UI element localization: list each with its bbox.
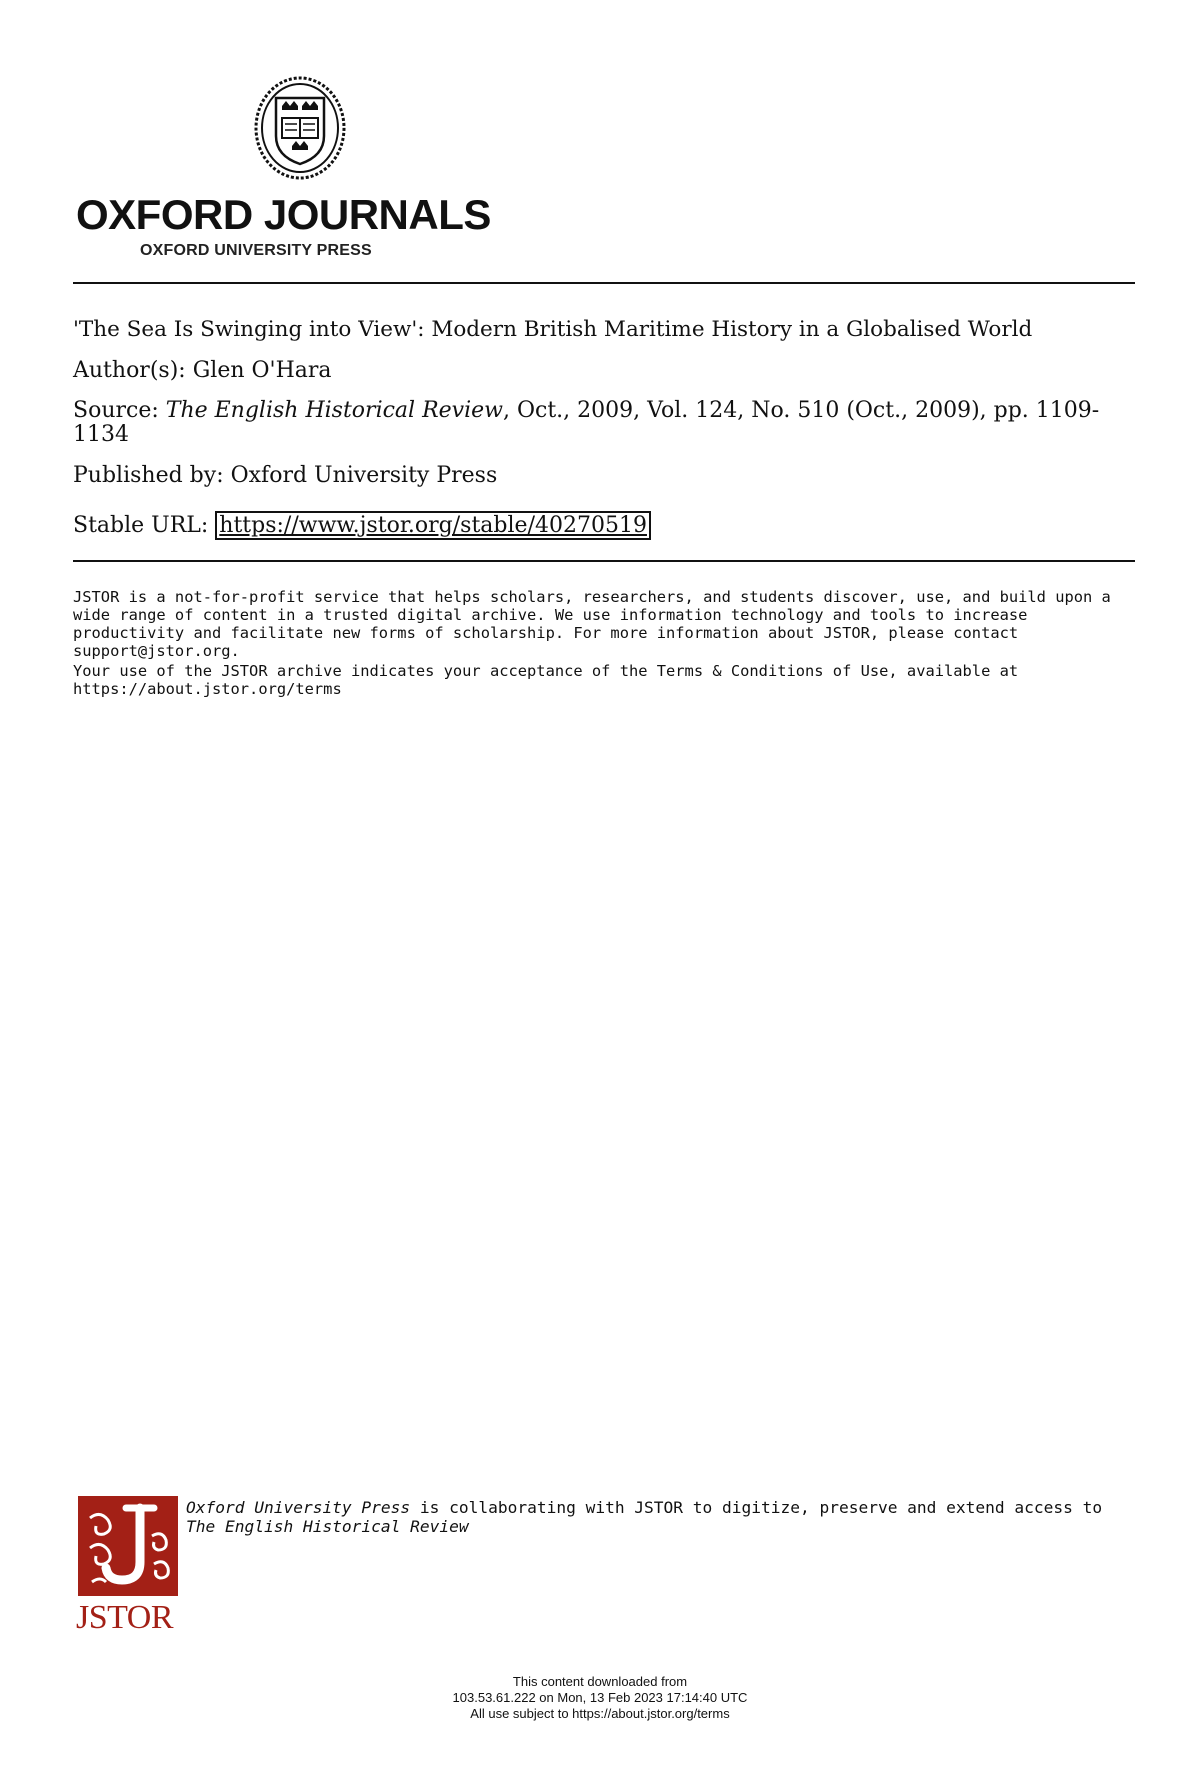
footer-terms: All use subject to https://about.jstor.org/terms — [470, 1706, 730, 1721]
oxford-seal-icon — [252, 72, 348, 188]
author-label: Author(s): — [73, 358, 186, 383]
publisher-label: Published by: — [73, 463, 224, 488]
article-title: 'The Sea Is Swinging into View': Modern British Maritime History in a Globalised World — [73, 317, 1033, 342]
source-details: , Oct., 2009, Vol. 124, No. 510 (Oct., 2009), pp. 1109-1134 — [73, 398, 1100, 447]
collab-publisher: Oxford University Press — [186, 1498, 411, 1517]
collaboration-text — [186, 1498, 1136, 1536]
terms-notice — [73, 662, 1135, 698]
collab-journal: The English Historical Review — [186, 1517, 469, 1536]
publisher-brand: OXFORD JOURNALS — [76, 191, 491, 238]
source-label: Source: — [73, 398, 159, 423]
collab-statement: is collaborating with JSTOR to digitize, preserve and extend access to — [410, 1498, 1103, 1517]
publisher-subbrand: OXFORD UNIVERSITY PRESS — [140, 242, 372, 259]
top-divider — [73, 282, 1135, 284]
stable-url-link[interactable]: https://www.jstor.org/stable/40270519 — [215, 511, 651, 540]
stable-url-row — [73, 511, 1135, 540]
stable-url-label: Stable URL: — [73, 513, 209, 538]
article-source — [73, 399, 1135, 447]
footer-ip-time: 103.53.61.222 on Mon, 13 Feb 2023 17:14:40 UTC — [452, 1690, 748, 1705]
footer-downloaded: This content downloaded from — [512, 1674, 688, 1689]
jstor-about-notice: JSTOR is a not-for-profit service that helps scholars, researchers, and students discover, use, and build upon a wide range of content in a trusted digital archive. We use information technology and tools to increase productivity and facilitate new forms of scholarship. For more information about JSTOR, please contact support@jstor.org. — [73, 588, 1111, 660]
jstor-logo-icon — [78, 1496, 178, 1596]
jstor-wordmark: JSTOR — [76, 1599, 174, 1636]
terms-text: Your use of the JSTOR archive indicates your acceptance of the Terms & Conditions of Use, available at — [73, 662, 1019, 680]
article-author — [73, 359, 1135, 383]
author-name: Glen O'Hara — [192, 358, 332, 383]
publisher-name: Oxford University Press — [230, 463, 498, 488]
article-publisher — [73, 464, 1135, 488]
journal-name: The English Historical Review — [165, 398, 503, 423]
bottom-divider — [73, 560, 1135, 562]
terms-link[interactable]: https://about.jstor.org/terms — [73, 680, 342, 698]
